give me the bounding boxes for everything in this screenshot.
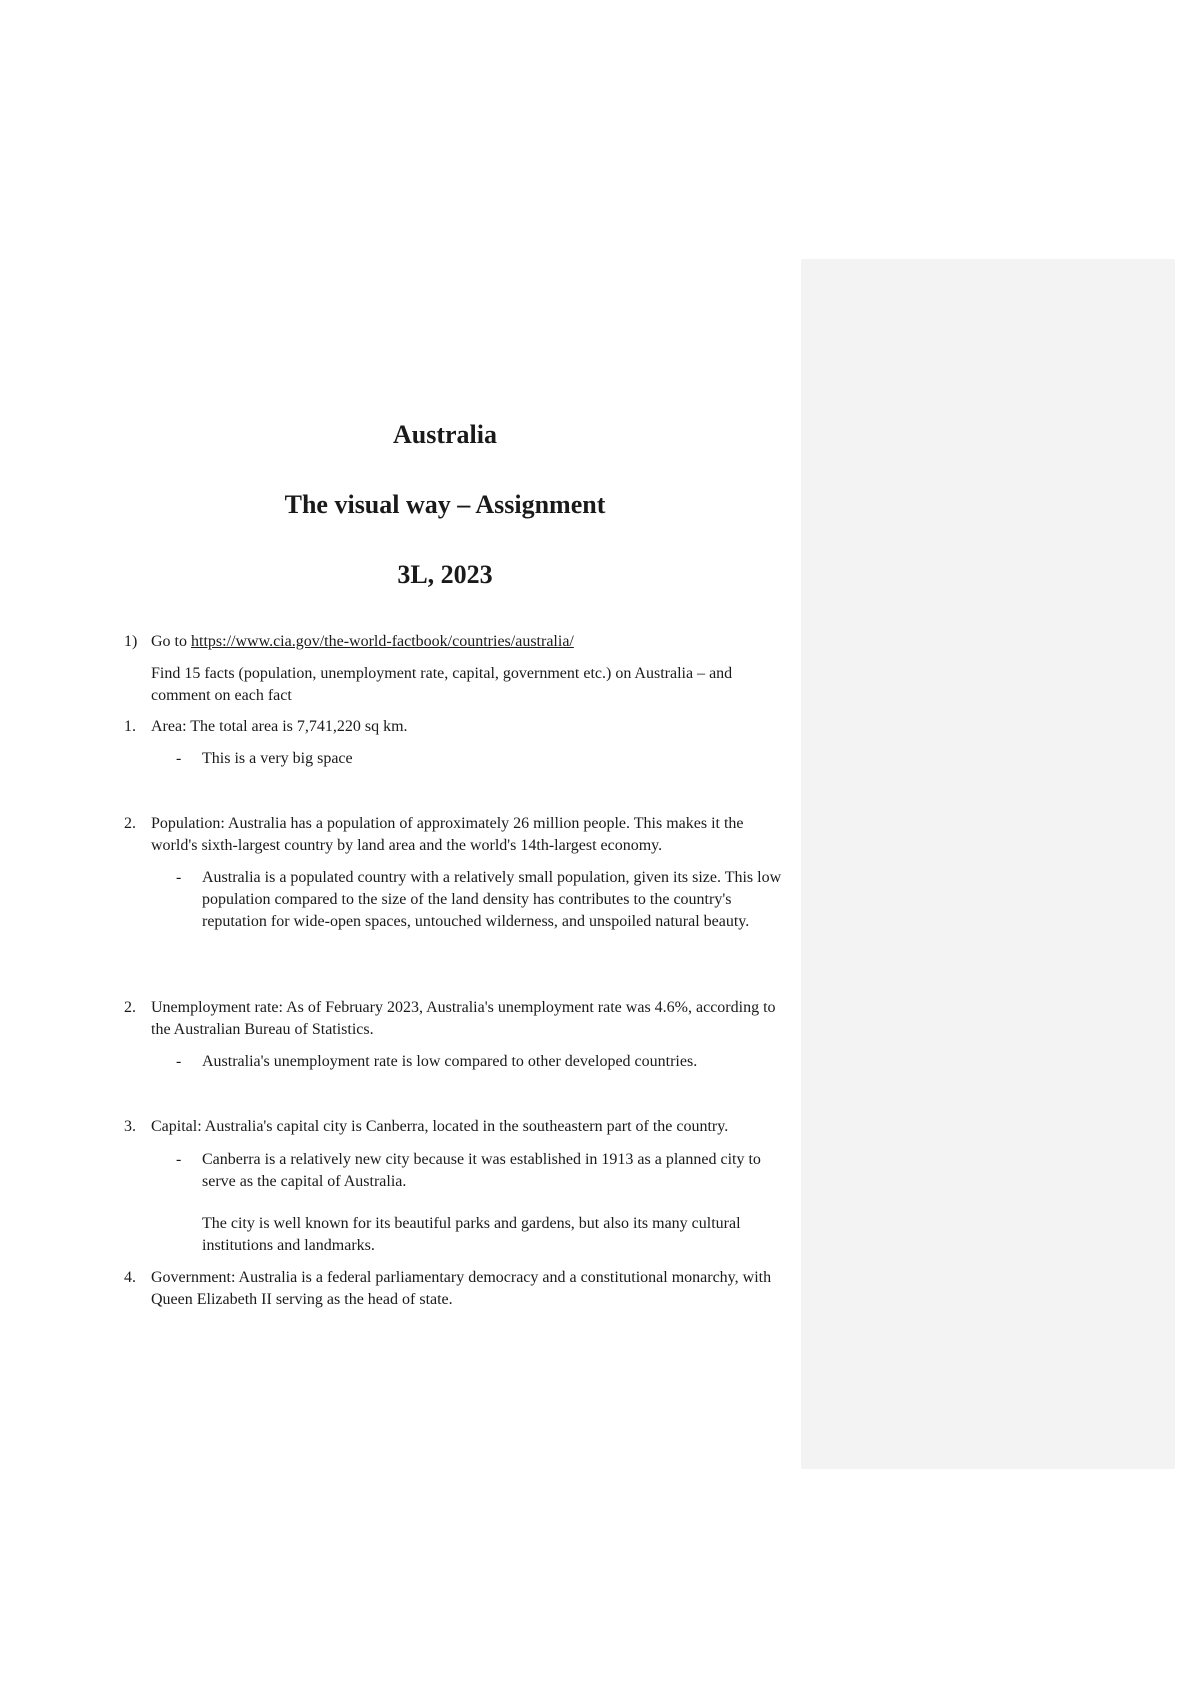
comment-bullet: - — [176, 1151, 182, 1168]
comment-unemployment: Australia's unemployment rate is low compared to other developed countries. — [202, 1053, 698, 1070]
comment-capital-extra: The city is well known for its beautiful parks and gardens, but also its many cultural institutions and landmarks. — [202, 1215, 741, 1254]
fact-population: Population: Australia has a population of approximately 26 million people. This makes it the world's sixth-largest country by land area and the world's 14th-largest economy. — [151, 815, 744, 854]
fact-marker: 1. — [124, 718, 136, 735]
fact-marker: 2. — [124, 999, 136, 1016]
fact-marker: 3. — [124, 1118, 136, 1135]
fact-marker: 2. — [124, 815, 136, 832]
class-year: 3L, 2023 — [397, 560, 493, 589]
fact-government: Government: Australia is a federal parliamentary democracy and a constitutional monarchy, with Queen Elizabeth II serving as the head of state. — [151, 1269, 772, 1308]
factbook-link[interactable]: https://www.cia.gov/the-world-factbook/countries/australia/ — [191, 633, 574, 650]
fact-capital: Capital: Australia's capital city is Canberra, located in the southeastern part of the country. — [151, 1118, 729, 1135]
comment-capital: Canberra is a relatively new city because it was established in 1913 as a planned city to serve as the capital of Australia. — [202, 1151, 761, 1190]
comment-pane — [801, 259, 1175, 1469]
fact-area: Area: The total area is 7,741,220 sq km. — [151, 718, 408, 735]
fact-marker: 4. — [124, 1269, 136, 1286]
instruction-goto — [151, 631, 791, 653]
comment-population: Australia is a populated country with a relatively small population, given its size. This low population compared to the size of the land density has contributes to the country's reputation for wide-open spaces, untouched wilderness, and unspoiled natural beauty. — [202, 869, 782, 930]
instruction-task: Find 15 facts (population, unemployment rate, capital, government etc.) on Australia – and comment on each fact — [151, 665, 733, 704]
comment-bullet: - — [176, 750, 182, 767]
comment-bullet: - — [176, 869, 182, 886]
instruction-marker: 1) — [124, 633, 138, 650]
comment-bullet: - — [176, 1053, 182, 1070]
goto-prefix: Go to — [151, 633, 191, 650]
document-subtitle: The visual way – Assignment — [284, 490, 606, 519]
document-title: Australia — [393, 420, 497, 449]
comment-area: This is a very big space — [202, 750, 353, 767]
fact-unemployment: Unemployment rate: As of February 2023, Australia's unemployment rate was 4.6%, according to the Australian Bureau of Statistics. — [151, 999, 776, 1038]
